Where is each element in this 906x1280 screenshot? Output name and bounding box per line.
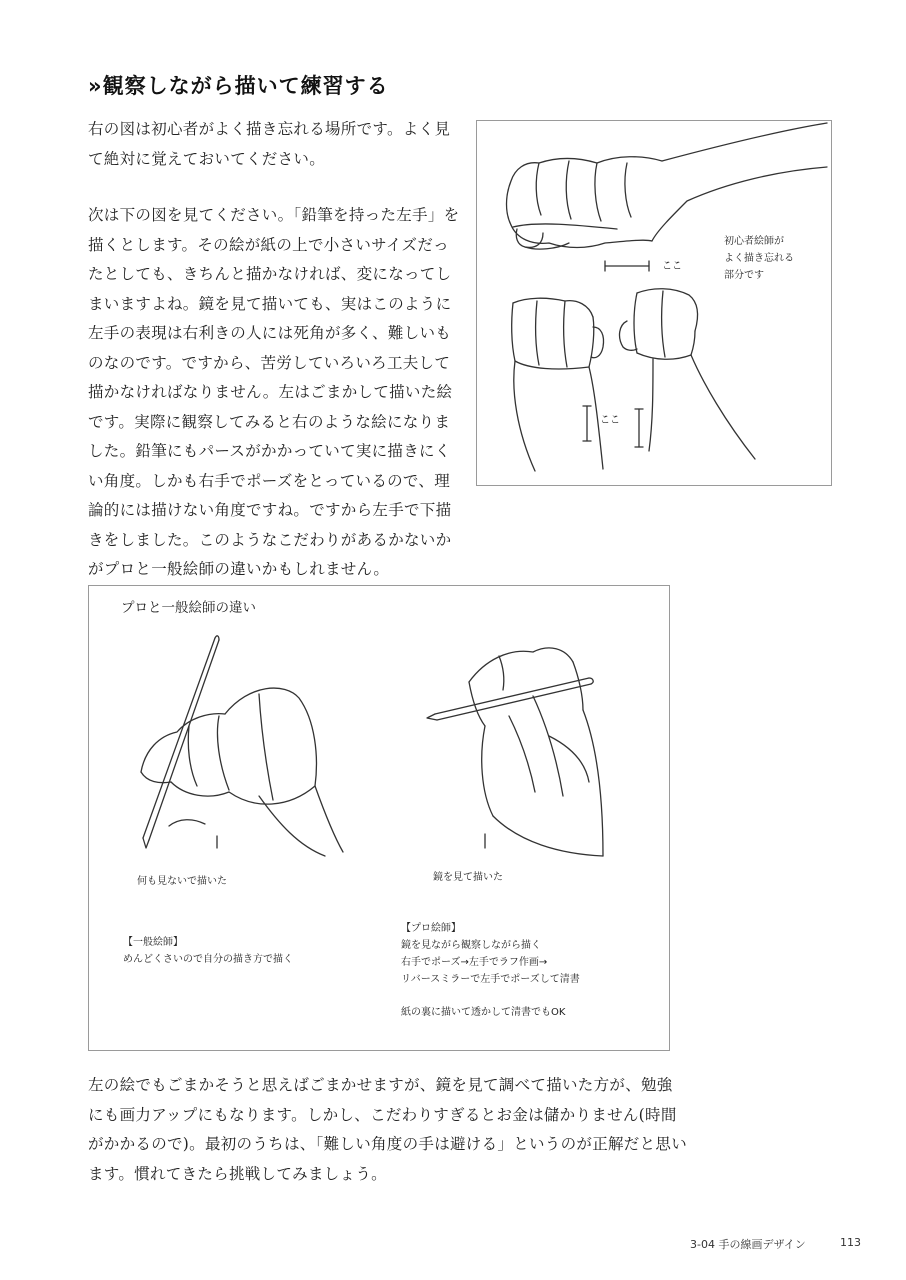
footer-section-title: 3-04 手の線画デザイン [690, 1238, 806, 1251]
note-line: よく描き忘れる [724, 253, 794, 264]
right-drawing-caption: 鏡を見て描いた [433, 872, 503, 883]
forgotten-parts-note [724, 233, 794, 284]
fist-sketch-figure [476, 120, 832, 486]
intro-paragraph: 右の図は初心者がよく描き忘れる場所です。よく見て絶対に覚えておいてください。 [88, 120, 451, 168]
pro-vs-amateur-figure [88, 585, 670, 1051]
amateur-text: めんどくさいので自分の描き方で描く [123, 954, 293, 965]
figure-title: プロと一般絵師の違い [121, 600, 256, 616]
page-number: 113 [840, 1236, 861, 1249]
marker-label-top: ここ [662, 261, 682, 272]
pencil-hand-illustrations [89, 586, 669, 1050]
pro-text-line: 鏡を見ながら観察しながら描く [401, 940, 541, 951]
pro-text-line: 右手でポーズ→左手でラフ作画→ [401, 957, 548, 968]
amateur-heading: 【一般絵師】 [123, 937, 183, 948]
note-line: 部分です [724, 270, 764, 281]
section-heading: »観察しながら描いて練習する [88, 74, 389, 98]
pro-description [401, 920, 580, 988]
note-line: 初心者絵師が [724, 236, 784, 247]
fist-sketch-illustration [477, 121, 831, 485]
left-drawing-caption: 何も見ないで描いた [137, 876, 227, 887]
pro-text-line: リバースミラーで左手でポーズして清書 [401, 974, 580, 985]
body-paragraph: 次は下の図を見てください。「鉛筆を持った左手」を描くとします。その絵が紙の上で小さいサイズだったとしても、きちんと描かなければ、変になってしまいますよね。鏡を見て描いても、実はこのように左手の表現は右利きの人には死角が多く、難しいものなのです。ですから、苦労していろいろ工夫して描かなければなりません。左はごまかして描いた絵です。実際に観察してみると右のような絵になりました。鉛筆にもパースがかかっていて実に描きにくい角度。しかも右手でポーズをとっているので、理論的には描けない角度ですね。ですから左手で下描きをしました。このようなこだわりがあるかないかがプロと一般絵師の違いかもしれません。 [88, 206, 460, 578]
amateur-description [123, 934, 293, 968]
marker-label-bottom: ここ [600, 415, 620, 426]
pro-note: 紙の裏に描いて透かして清書でもOK [401, 1007, 566, 1018]
closing-paragraph: 左の絵でもごまかそうと思えばごまかせますが、鏡を見て調べて描いた方が、勉強にも画力アップにもなります。しかし、こだわりすぎるとお金は儲かりません(時間がかかるので)。最初のうちは、「難しい角度の手は避ける」というのが正解だと思います。慣れてきたら挑戦してみましょう。 [88, 1076, 687, 1183]
pro-heading: 【プロ絵師】 [401, 923, 461, 934]
